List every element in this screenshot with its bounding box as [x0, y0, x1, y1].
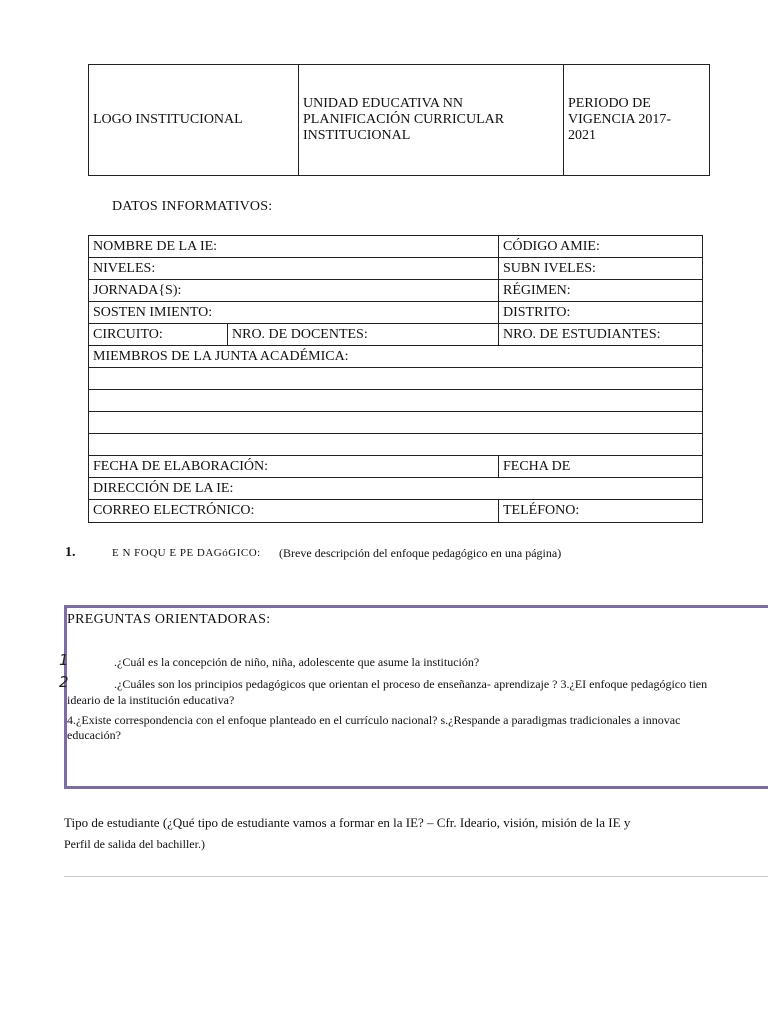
questions-title: PREGUNTAS ORIENTADORAS:	[67, 612, 271, 627]
question-1: .¿Cuál es la concepción de niño, niña, adolescente que asume la institución?	[114, 655, 480, 669]
divider	[64, 876, 768, 877]
plan-title-line2: INSTITUCIONAL	[303, 128, 411, 143]
section-title: E N FOQU E PE DAGóGICO:	[112, 547, 261, 559]
codigo-amie-field[interactable]: CÓDIGO AMIE:	[503, 239, 600, 254]
table-row-blank[interactable]	[89, 390, 702, 412]
question-4: 4.¿Existe correspondencia con el enfoque planteado en el currículo nacional? s.¿Respande a paradigmas tradicionales a innovac	[67, 713, 681, 727]
table-row-blank[interactable]	[89, 368, 702, 390]
logo-cell	[89, 65, 299, 175]
student-type-prompt-cont: Perfil de salida del bachiller.)	[64, 837, 205, 851]
period-line2: VIGENCIA 2017-	[568, 112, 672, 127]
question-2: .¿Cuáles son los principios pedagógicos que orientan el proceso de enseñanza- aprendizaje ? 3.¿EI enfoque pedagógico tien	[114, 677, 708, 691]
question-number-1: 1	[59, 651, 69, 669]
logo-label: LOGO INSTITUCIONAL	[93, 112, 243, 127]
student-type-prompt: Tipo de estudiante (¿Qué tipo de estudiante vamos a formar en la IE? – Cfr. Ideario, visión, misión de la IE y	[64, 815, 631, 830]
question-number-2: 2	[59, 673, 69, 691]
table-row	[89, 280, 702, 302]
nro-docentes-field[interactable]: NRO. DE DOCENTES:	[228, 324, 499, 345]
plan-title-line1: PLANIFICACIÓN CURRICULAR	[303, 112, 505, 127]
table-row	[89, 258, 702, 280]
telefono-field[interactable]: TELÉFONO:	[503, 503, 580, 518]
institution-name: UNIDAD EDUCATIVA NN	[303, 96, 463, 111]
table-row-blank[interactable]	[89, 412, 702, 434]
table-row	[89, 302, 702, 324]
table-row	[89, 346, 702, 368]
guiding-questions-box	[59, 605, 768, 789]
section-description: (Breve descripción del enfoque pedagógico en una página)	[279, 546, 562, 560]
sostenimiento-field[interactable]: SOSTEN IMIENTO:	[89, 302, 499, 323]
table-row-blank[interactable]	[89, 434, 702, 456]
table-row	[89, 324, 702, 346]
datos-informativos-heading: DATOS INFORMATIVOS:	[112, 199, 273, 214]
section-number: 1.	[65, 545, 76, 560]
table-row	[89, 500, 702, 522]
table-row	[89, 478, 702, 500]
question-4-cont: educación?	[67, 728, 121, 742]
header-table	[88, 64, 710, 176]
subniveles-field[interactable]: SUBN IVELES:	[503, 261, 596, 276]
circuito-field[interactable]: CIRCUITO:	[89, 324, 228, 345]
correo-field[interactable]: CORREO ELECTRÓNICO:	[89, 500, 499, 522]
table-row	[89, 456, 702, 478]
question-2-cont: ideario de la institución educativa?	[67, 693, 235, 707]
institution-cell	[299, 65, 564, 175]
nombre-ie-field[interactable]: NOMBRE DE LA IE:	[89, 236, 499, 257]
distrito-field[interactable]: DISTRITO:	[503, 305, 571, 320]
info-table	[88, 235, 703, 523]
jornada-field[interactable]: JORNADA{S):	[89, 280, 499, 301]
niveles-field[interactable]: NIVELES:	[89, 258, 499, 279]
period-line3: 2021	[568, 128, 596, 143]
table-row	[89, 236, 702, 258]
direccion-ie-field[interactable]: DIRECCIÓN DE LA IE:	[93, 481, 234, 496]
nro-estudiantes-field[interactable]: NRO. DE ESTUDIANTES:	[503, 327, 661, 342]
fecha-de-field[interactable]: FECHA DE	[503, 459, 571, 474]
fecha-elaboracion-field[interactable]: FECHA DE ELABORACIÓN:	[89, 456, 499, 477]
period-cell	[564, 65, 709, 175]
period-line1: PERIODO DE	[568, 96, 651, 111]
regimen-field[interactable]: RÉGIMEN:	[503, 283, 571, 298]
miembros-junta-label: MIEMBROS DE LA JUNTA ACADÉMICA:	[93, 349, 349, 364]
